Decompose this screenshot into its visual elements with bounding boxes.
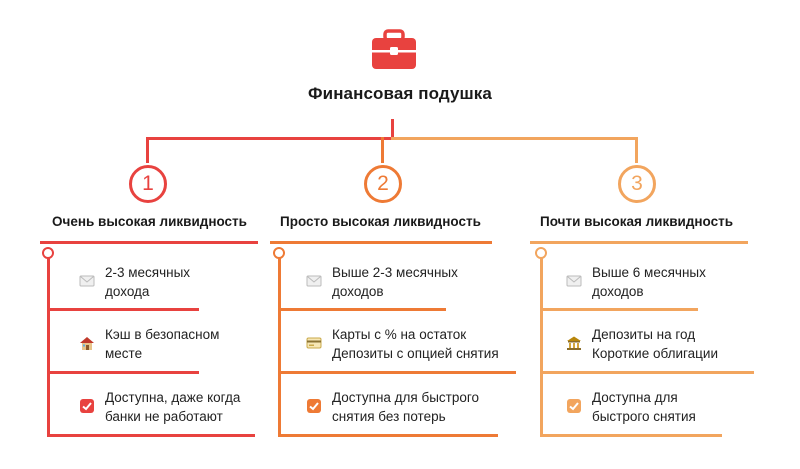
- item-line: месте: [105, 346, 143, 361]
- item-separator: [278, 434, 498, 437]
- item-line: Короткие облигации: [592, 346, 718, 361]
- page-title: Финансовая подушка: [308, 84, 492, 103]
- tree-branch-left: [146, 137, 393, 140]
- step-number-2: 2: [364, 165, 402, 203]
- column-spine-2: [278, 255, 281, 435]
- step-number-1: 1: [129, 165, 167, 203]
- column-title-1: Очень высокая ликвидность: [52, 214, 247, 229]
- item-line: Кэш в безопасном: [105, 327, 220, 342]
- credit-card-icon: [306, 335, 322, 351]
- tree-branch-right: [391, 137, 637, 140]
- item-separator: [278, 371, 516, 374]
- item-line: Карты с % на остаток: [332, 327, 467, 342]
- item-line: 2-3 месячных: [105, 265, 191, 280]
- column-spine-1: [47, 255, 50, 435]
- item-line: быстрого снятия: [592, 409, 696, 424]
- tree-drop-3: [635, 137, 638, 163]
- house-icon: [79, 335, 95, 351]
- column-underline-1: [40, 241, 258, 244]
- briefcase-icon: [370, 28, 418, 72]
- step-number-3: 3: [618, 165, 656, 203]
- item-separator: [278, 308, 446, 311]
- item-line: дохода: [105, 284, 150, 299]
- item-separator: [540, 434, 722, 437]
- column-underline-2: [270, 241, 492, 244]
- item-line: доходов: [592, 284, 644, 299]
- checkbox-icon: [306, 398, 322, 414]
- item-line: снятия без потерь: [332, 409, 446, 424]
- column-node-3: [535, 247, 547, 259]
- item-line: Доступна для: [592, 390, 678, 405]
- column-spine-3: [540, 255, 543, 435]
- item-separator: [540, 371, 754, 374]
- bank-icon: [566, 335, 582, 351]
- item-separator: [47, 371, 199, 374]
- item-separator: [47, 434, 255, 437]
- item-line: Выше 6 месячных: [592, 265, 706, 280]
- column-title-2: Просто высокая ликвидность: [280, 214, 481, 229]
- item-line: Доступна, даже когда: [105, 390, 241, 405]
- envelope-icon: [566, 273, 582, 289]
- item-separator: [540, 308, 698, 311]
- item-line: Выше 2-3 месячных: [332, 265, 458, 280]
- checkbox-icon: [566, 398, 582, 414]
- envelope-icon: [79, 273, 95, 289]
- item-line: банки не работают: [105, 409, 223, 424]
- envelope-icon: [306, 273, 322, 289]
- column-underline-3: [530, 241, 748, 244]
- item-separator: [47, 308, 199, 311]
- item-line: Депозиты с опцией снятия: [332, 346, 499, 361]
- column-node-2: [273, 247, 285, 259]
- column-title-3: Почти высокая ликвидность: [540, 214, 734, 229]
- item-line: доходов: [332, 284, 384, 299]
- tree-stem: [391, 119, 394, 138]
- tree-drop-2: [381, 137, 384, 163]
- column-node-1: [42, 247, 54, 259]
- item-line: Доступна для быстрого: [332, 390, 479, 405]
- item-line: Депозиты на год: [592, 327, 696, 342]
- checkbox-icon: [79, 398, 95, 414]
- tree-drop-1: [146, 137, 149, 163]
